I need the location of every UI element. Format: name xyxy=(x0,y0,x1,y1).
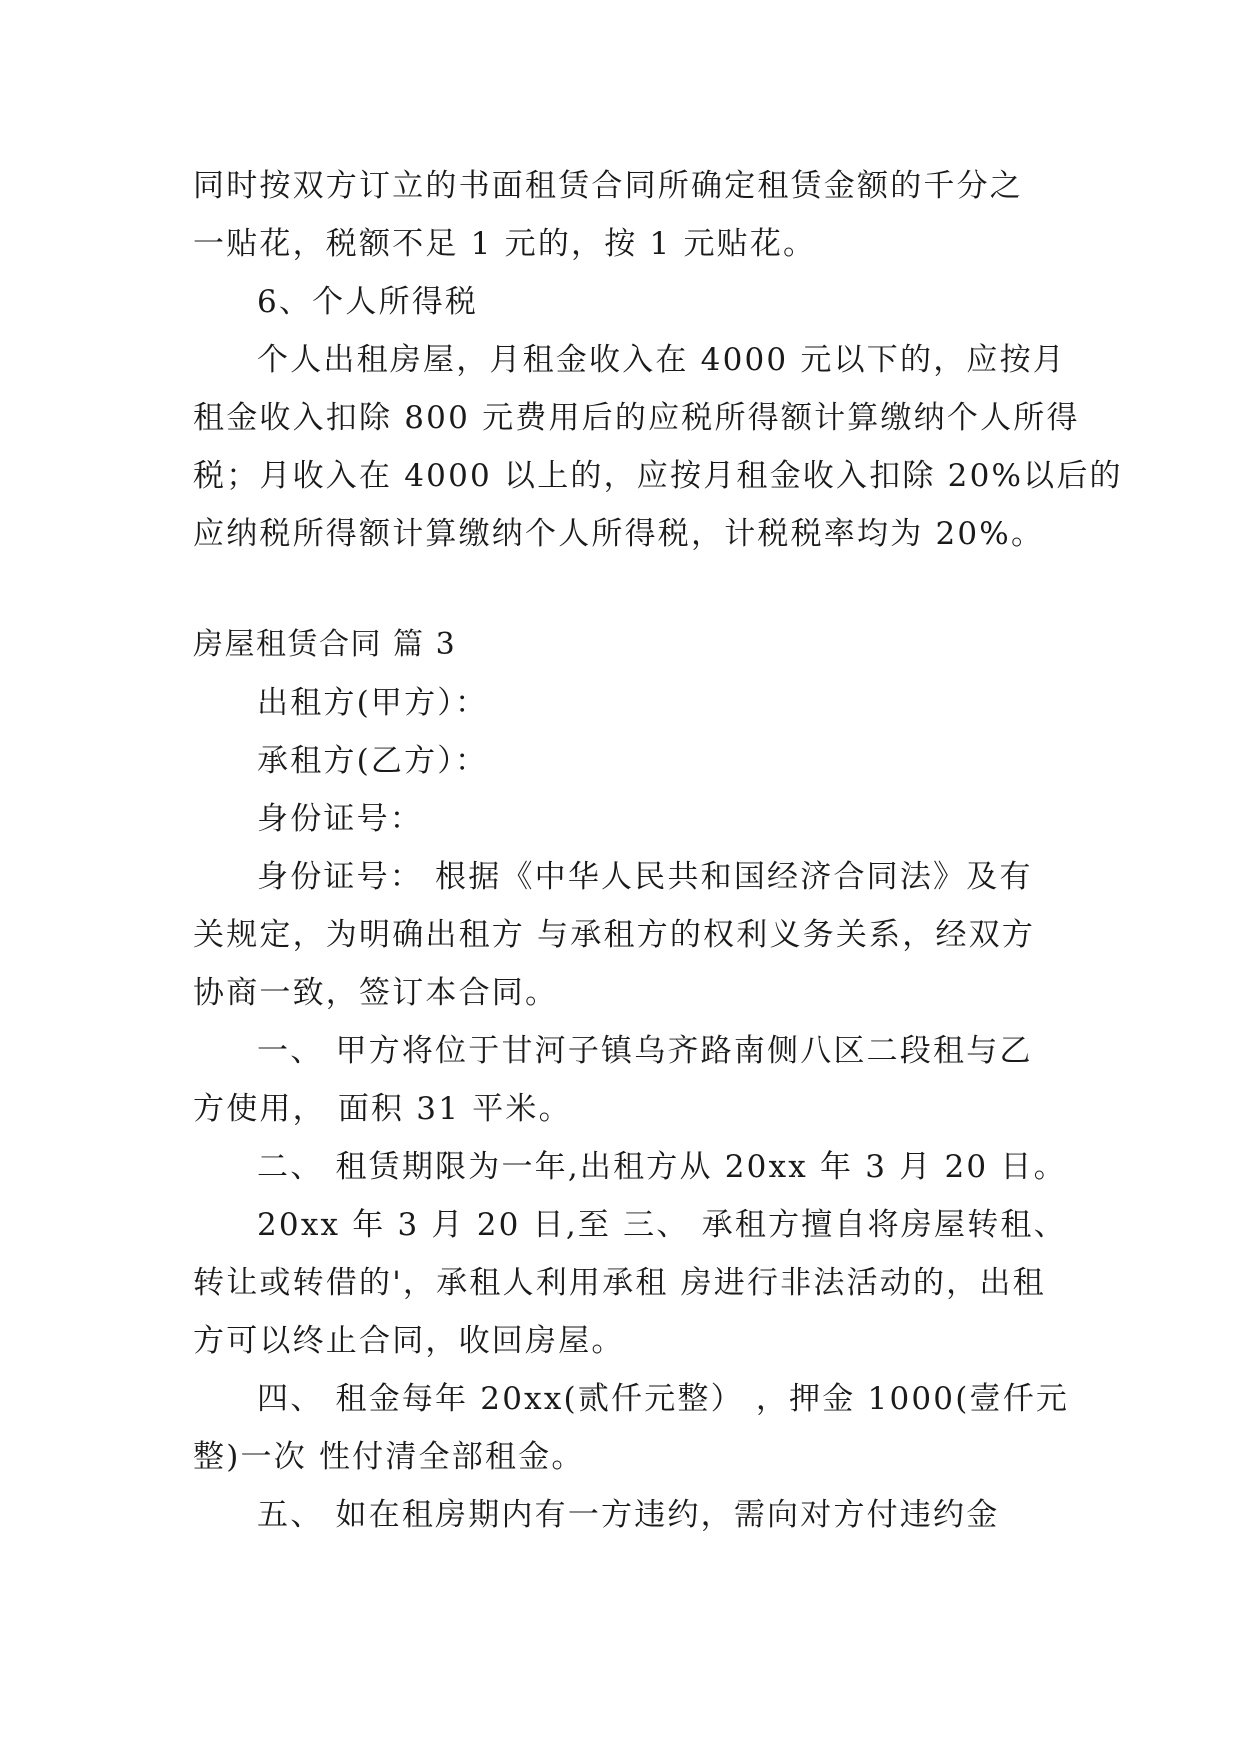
clause-1-line: 方使用， 面积 31 平米。 xyxy=(193,1091,572,1127)
clause-3-line: 转让或转借的'，承租人利用承租 房进行非法活动的，出租 xyxy=(193,1265,1046,1301)
clause-4-line: 整)一次 性付清全部租金。 xyxy=(193,1439,585,1475)
paragraph-line: 协商一致，签订本合同。 xyxy=(193,975,559,1011)
paragraph-line: 个人出租房屋，月租金收入在 4000 元以下的，应按月 xyxy=(257,342,1066,378)
clause-3-line: 方可以终止合同，收回房屋。 xyxy=(193,1323,625,1359)
clause-4-line: 四、 租金每年 20xx(贰仟元整） ，押金 1000(壹仟元 xyxy=(257,1381,1070,1417)
paragraph-line: 应纳税所得额计算缴纳个人所得税，计税税率均为 20%。 xyxy=(193,516,1045,552)
clause-2-line: 二、 租赁期限为一年,出租方从 20xx 年 3 月 20 日。 xyxy=(257,1149,1067,1185)
paragraph-line: 身份证号： 根据《中华人民共和国经济合同法》及有 xyxy=(257,859,1033,895)
clause-5-line: 五、 如在租房期内有一方违约，需向对方付违约金 xyxy=(257,1497,1000,1533)
clause-1-line: 一、 甲方将位于甘河子镇乌齐路南侧八区二段租与乙 xyxy=(257,1033,1033,1069)
paragraph-line: 关规定，为明确出租方 与承租方的权利义务关系，经双方 xyxy=(193,917,1036,953)
paragraph-line: 同时按双方订立的书面租赁合同所确定租赁金额的千分之 xyxy=(193,168,1023,204)
clause-3-line: 20xx 年 3 月 20 日,至 三、 承租方擅自将房屋转租、 xyxy=(257,1207,1067,1243)
paragraph-line: 税；月收入在 4000 以上的，应按月租金收入扣除 20%以后的 xyxy=(193,458,1123,494)
section-heading: 6、个人所得税 xyxy=(257,284,479,320)
id-number-field: 身份证号： xyxy=(257,801,423,837)
paragraph-line: 一贴花，税额不足 1 元的，按 1 元贴花。 xyxy=(193,226,817,262)
paragraph-line: 租金收入扣除 800 元费用后的应税所得额计算缴纳个人所得 xyxy=(193,400,1080,436)
lessor-field: 出租方(甲方）： xyxy=(257,685,489,721)
document-title: 房屋租赁合同 篇 3 xyxy=(193,627,457,662)
lessee-field: 承租方(乙方）： xyxy=(257,743,489,779)
